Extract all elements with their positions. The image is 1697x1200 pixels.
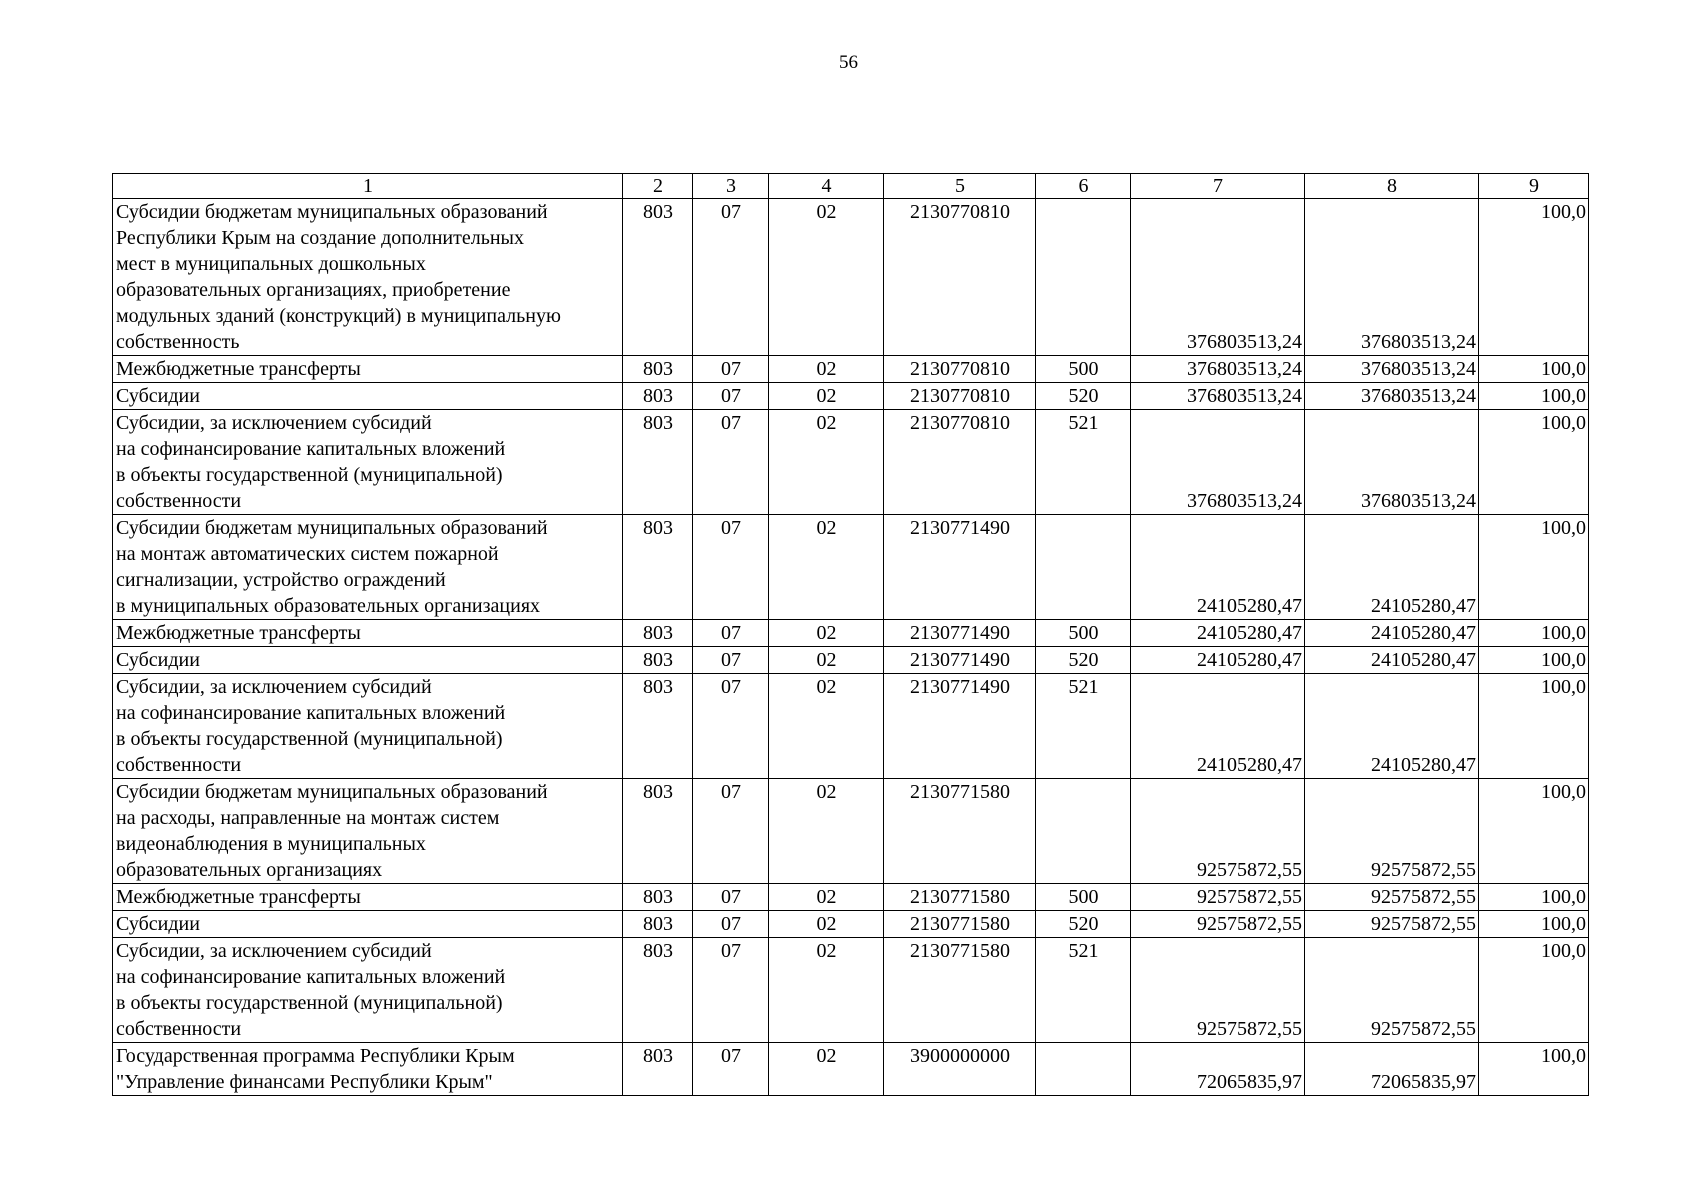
table-row	[113, 938, 1589, 1043]
subsection-code: 02	[769, 410, 884, 515]
section-code: 07	[693, 199, 769, 356]
admin-code: 803	[623, 674, 693, 779]
column-header-5: 5	[884, 174, 1036, 199]
row-name: Субсидии, за исключением субсидий на софинансирование капитальных вложений в объекты государственной (муниципальной) собственности	[113, 410, 623, 515]
execution-percent: 100,0	[1479, 911, 1589, 938]
table-row	[113, 674, 1589, 779]
target-article-code: 2130771490	[884, 647, 1036, 674]
table-row	[113, 620, 1589, 647]
section-code: 07	[693, 410, 769, 515]
row-name: Межбюджетные трансферты	[113, 884, 623, 911]
expense-type-code: 500	[1036, 620, 1131, 647]
amount-planned: 376803513,24	[1131, 410, 1305, 515]
amount-executed: 92575872,55	[1305, 911, 1479, 938]
amount-planned: 376803513,24	[1131, 356, 1305, 383]
target-article-code: 2130771580	[884, 884, 1036, 911]
table-row	[113, 779, 1589, 884]
column-header-6: 6	[1036, 174, 1131, 199]
table-row	[113, 884, 1589, 911]
table-row	[113, 1043, 1589, 1096]
table-body	[113, 199, 1589, 1096]
row-name: Субсидии	[113, 383, 623, 410]
section-code: 07	[693, 620, 769, 647]
amount-planned: 92575872,55	[1131, 779, 1305, 884]
amount-executed: 376803513,24	[1305, 410, 1479, 515]
execution-percent: 100,0	[1479, 410, 1589, 515]
section-code: 07	[693, 779, 769, 884]
subsection-code: 02	[769, 911, 884, 938]
target-article-code: 2130770810	[884, 356, 1036, 383]
execution-percent: 100,0	[1479, 938, 1589, 1043]
section-code: 07	[693, 674, 769, 779]
execution-percent: 100,0	[1479, 1043, 1589, 1096]
admin-code: 803	[623, 779, 693, 884]
target-article-code: 2130771580	[884, 911, 1036, 938]
expense-type-code	[1036, 199, 1131, 356]
admin-code: 803	[623, 515, 693, 620]
amount-executed: 376803513,24	[1305, 356, 1479, 383]
target-article-code: 2130771490	[884, 620, 1036, 647]
amount-executed: 92575872,55	[1305, 779, 1479, 884]
execution-percent: 100,0	[1479, 199, 1589, 356]
target-article-code: 2130770810	[884, 383, 1036, 410]
expense-type-code: 520	[1036, 647, 1131, 674]
admin-code: 803	[623, 884, 693, 911]
amount-planned: 24105280,47	[1131, 647, 1305, 674]
column-header-2: 2	[623, 174, 693, 199]
expense-type-code: 520	[1036, 911, 1131, 938]
subsection-code: 02	[769, 1043, 884, 1096]
table-row	[113, 199, 1589, 356]
target-article-code: 2130771490	[884, 515, 1036, 620]
amount-planned: 92575872,55	[1131, 911, 1305, 938]
section-code: 07	[693, 383, 769, 410]
row-name: Субсидии бюджетам муниципальных образований Республики Крым на создание дополнительных мест в муниципальных дошкольных образовательных организациях, приобретение модульных зданий (конструкций) в муниципальную собственность	[113, 199, 623, 356]
admin-code: 803	[623, 383, 693, 410]
expense-type-code: 500	[1036, 884, 1131, 911]
amount-planned: 376803513,24	[1131, 383, 1305, 410]
section-code: 07	[693, 515, 769, 620]
amount-executed: 376803513,24	[1305, 199, 1479, 356]
row-name: Субсидии	[113, 911, 623, 938]
subsection-code: 02	[769, 383, 884, 410]
amount-planned: 92575872,55	[1131, 938, 1305, 1043]
expense-type-code: 521	[1036, 410, 1131, 515]
row-name: Субсидии, за исключением субсидий на софинансирование капитальных вложений в объекты государственной (муниципальной) собственности	[113, 938, 623, 1043]
section-code: 07	[693, 356, 769, 383]
column-header-9: 9	[1479, 174, 1589, 199]
admin-code: 803	[623, 356, 693, 383]
table-row	[113, 356, 1589, 383]
column-header-1: 1	[113, 174, 623, 199]
amount-executed: 376803513,24	[1305, 383, 1479, 410]
column-header-7: 7	[1131, 174, 1305, 199]
admin-code: 803	[623, 620, 693, 647]
section-code: 07	[693, 938, 769, 1043]
amount-planned: 72065835,97	[1131, 1043, 1305, 1096]
expense-type-code: 521	[1036, 938, 1131, 1043]
expense-type-code	[1036, 515, 1131, 620]
execution-percent: 100,0	[1479, 779, 1589, 884]
table-row	[113, 515, 1589, 620]
execution-percent: 100,0	[1479, 620, 1589, 647]
row-name: Субсидии	[113, 647, 623, 674]
execution-percent: 100,0	[1479, 515, 1589, 620]
table-row	[113, 410, 1589, 515]
execution-percent: 100,0	[1479, 884, 1589, 911]
amount-planned: 24105280,47	[1131, 515, 1305, 620]
subsection-code: 02	[769, 199, 884, 356]
expense-type-code: 500	[1036, 356, 1131, 383]
budget-table	[112, 173, 1589, 1096]
row-name: Субсидии бюджетам муниципальных образований на расходы, направленные на монтаж систем видеонаблюдения в муниципальных образовательных организациях	[113, 779, 623, 884]
expense-type-code	[1036, 1043, 1131, 1096]
amount-executed: 92575872,55	[1305, 938, 1479, 1043]
subsection-code: 02	[769, 779, 884, 884]
amount-planned: 92575872,55	[1131, 884, 1305, 911]
row-name: Субсидии бюджетам муниципальных образований на монтаж автоматических систем пожарной сигнализации, устройство ограждений в муниципальных образовательных организациях	[113, 515, 623, 620]
amount-planned: 24105280,47	[1131, 674, 1305, 779]
subsection-code: 02	[769, 356, 884, 383]
admin-code: 803	[623, 1043, 693, 1096]
column-header-3: 3	[693, 174, 769, 199]
row-name: Государственная программа Республики Крым "Управление финансами Республики Крым"	[113, 1043, 623, 1096]
admin-code: 803	[623, 199, 693, 356]
execution-percent: 100,0	[1479, 356, 1589, 383]
row-name: Межбюджетные трансферты	[113, 356, 623, 383]
target-article-code: 2130771490	[884, 674, 1036, 779]
amount-executed: 24105280,47	[1305, 620, 1479, 647]
table-row	[113, 647, 1589, 674]
expense-type-code: 520	[1036, 383, 1131, 410]
amount-executed: 72065835,97	[1305, 1043, 1479, 1096]
amount-executed: 24105280,47	[1305, 647, 1479, 674]
subsection-code: 02	[769, 674, 884, 779]
target-article-code: 2130771580	[884, 938, 1036, 1043]
admin-code: 803	[623, 410, 693, 515]
section-code: 07	[693, 1043, 769, 1096]
expense-type-code: 521	[1036, 674, 1131, 779]
subsection-code: 02	[769, 938, 884, 1043]
column-header-4: 4	[769, 174, 884, 199]
execution-percent: 100,0	[1479, 647, 1589, 674]
target-article-code: 2130770810	[884, 410, 1036, 515]
subsection-code: 02	[769, 647, 884, 674]
table-header-row	[113, 174, 1589, 199]
section-code: 07	[693, 884, 769, 911]
row-name: Субсидии, за исключением субсидий на софинансирование капитальных вложений в объекты государственной (муниципальной) собственности	[113, 674, 623, 779]
page-number: 56	[839, 52, 858, 73]
amount-executed: 92575872,55	[1305, 884, 1479, 911]
execution-percent: 100,0	[1479, 674, 1589, 779]
table-row	[113, 911, 1589, 938]
subsection-code: 02	[769, 620, 884, 647]
section-code: 07	[693, 911, 769, 938]
target-article-code: 2130771580	[884, 779, 1036, 884]
amount-planned: 376803513,24	[1131, 199, 1305, 356]
execution-percent: 100,0	[1479, 383, 1589, 410]
amount-executed: 24105280,47	[1305, 515, 1479, 620]
target-article-code: 2130770810	[884, 199, 1036, 356]
expense-type-code	[1036, 779, 1131, 884]
admin-code: 803	[623, 647, 693, 674]
admin-code: 803	[623, 938, 693, 1043]
column-header-8: 8	[1305, 174, 1479, 199]
subsection-code: 02	[769, 884, 884, 911]
target-article-code: 3900000000	[884, 1043, 1036, 1096]
section-code: 07	[693, 647, 769, 674]
amount-executed: 24105280,47	[1305, 674, 1479, 779]
table-row	[113, 383, 1589, 410]
amount-planned: 24105280,47	[1131, 620, 1305, 647]
row-name: Межбюджетные трансферты	[113, 620, 623, 647]
subsection-code: 02	[769, 515, 884, 620]
admin-code: 803	[623, 911, 693, 938]
